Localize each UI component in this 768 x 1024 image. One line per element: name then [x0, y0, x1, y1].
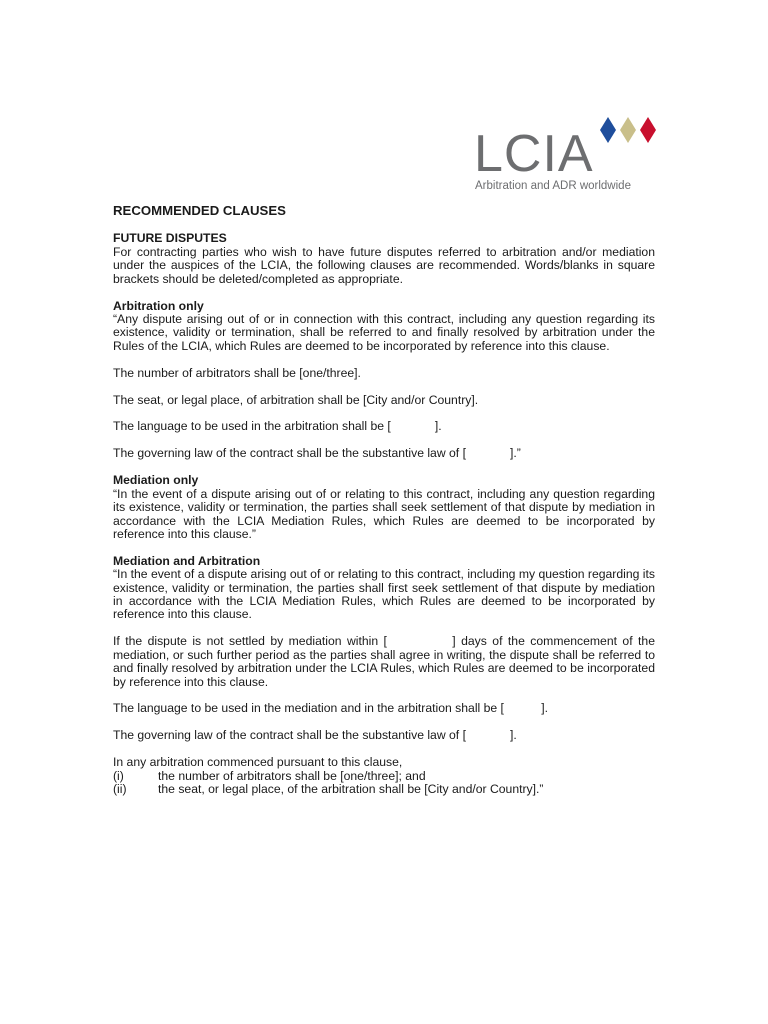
mediation-arbitration-not-settled: If the dispute is not settled by mediation within [ ] days of the commencement of the mediation, or such further period as the parties shall agree in writing, the dispute shall be referred to and finally resolved by arbitration under the LCIA Rules, which Rules are deemed to be incorporated by reference into this clause. [113, 634, 659, 689]
mediation-arbitration-pursuant: In any arbitration commenced pursuant to this clause, [113, 755, 403, 770]
arbitration-only-arbitrators: The number of arbitrators shall be [one/three]. [113, 365, 361, 380]
list-item-number: (ii) [113, 782, 127, 797]
logo-tagline: Arbitration and ADR worldwide [475, 180, 631, 192]
lcia-logo [474, 114, 660, 196]
logo-diamond-blue [600, 117, 616, 143]
arbitration-only-heading: Arbitration only [113, 298, 204, 313]
logo-diamond-gold [620, 117, 636, 143]
arbitration-only-language: The language to be used in the arbitration shall be [ ]. [113, 419, 442, 434]
mediation-only-clause: “In the event of a dispute arising out of or relating to this contract, including any question regarding its existence, validity or termination, the parties shall seek settlement of that dispute by mediation in accordance with the LCIA Mediation Rules, which Rules are deemed to be incorporated by reference into this clause.” [113, 486, 655, 541]
mediation-only-heading: Mediation only [113, 473, 199, 488]
logo-diamonds [599, 116, 659, 146]
mediation-arbitration-governing-law: The governing law of the contract shall be the substantive law of [ ]. [113, 728, 517, 743]
list-item-number: (i) [113, 768, 124, 783]
document-body [113, 203, 659, 797]
logo-diamond-red [640, 117, 656, 143]
mediation-arbitration-clause: “In the event of a dispute arising out of or relating to this contract, including my question regarding its existence, validity or termination, the parties shall first seek settlement of that dispute by mediation in accordance with the LCIA Mediation Rules, which Rules are deemed to be incorporated by reference into this clause. [113, 567, 655, 622]
arbitration-only-governing-law: The governing law of the contract shall be the substantive law of [ ].” [113, 446, 521, 461]
mediation-arbitration-language: The language to be used in the mediation and in the arbitration shall be [ ]. [113, 701, 548, 716]
list-item-text: the seat, or legal place, of the arbitration shall be [City and/or Country].” [158, 782, 544, 797]
mediation-arbitration-heading: Mediation and Arbitration [113, 553, 261, 568]
logo-wordmark: LCIA [474, 125, 594, 183]
list-item [113, 770, 655, 783]
list-item-text: the number of arbitrators shall be [one/three]; and [158, 768, 426, 783]
list-item [113, 783, 655, 796]
arbitration-only-seat: The seat, or legal place, of arbitration shall be [City and/or Country]. [113, 392, 479, 407]
future-disputes-intro: For contracting parties who wish to have future disputes referred to arbitration and/or mediation under the auspices of the LCIA, the following clauses are recommended. Words/blanks in square brackets should be deleted/completed as appropriate. [113, 244, 655, 286]
page-title: RECOMMENDED CLAUSES [113, 203, 286, 218]
future-disputes-heading: FUTURE DISPUTES [113, 231, 227, 246]
arbitration-only-clause: “Any dispute arising out of or in connection with this contract, including any question regarding its existence, validity or termination, shall be referred to and finally resolved by arbitration under the Rules of the LCIA, which Rules are deemed to be incorporated by reference into this clause. [113, 311, 655, 353]
